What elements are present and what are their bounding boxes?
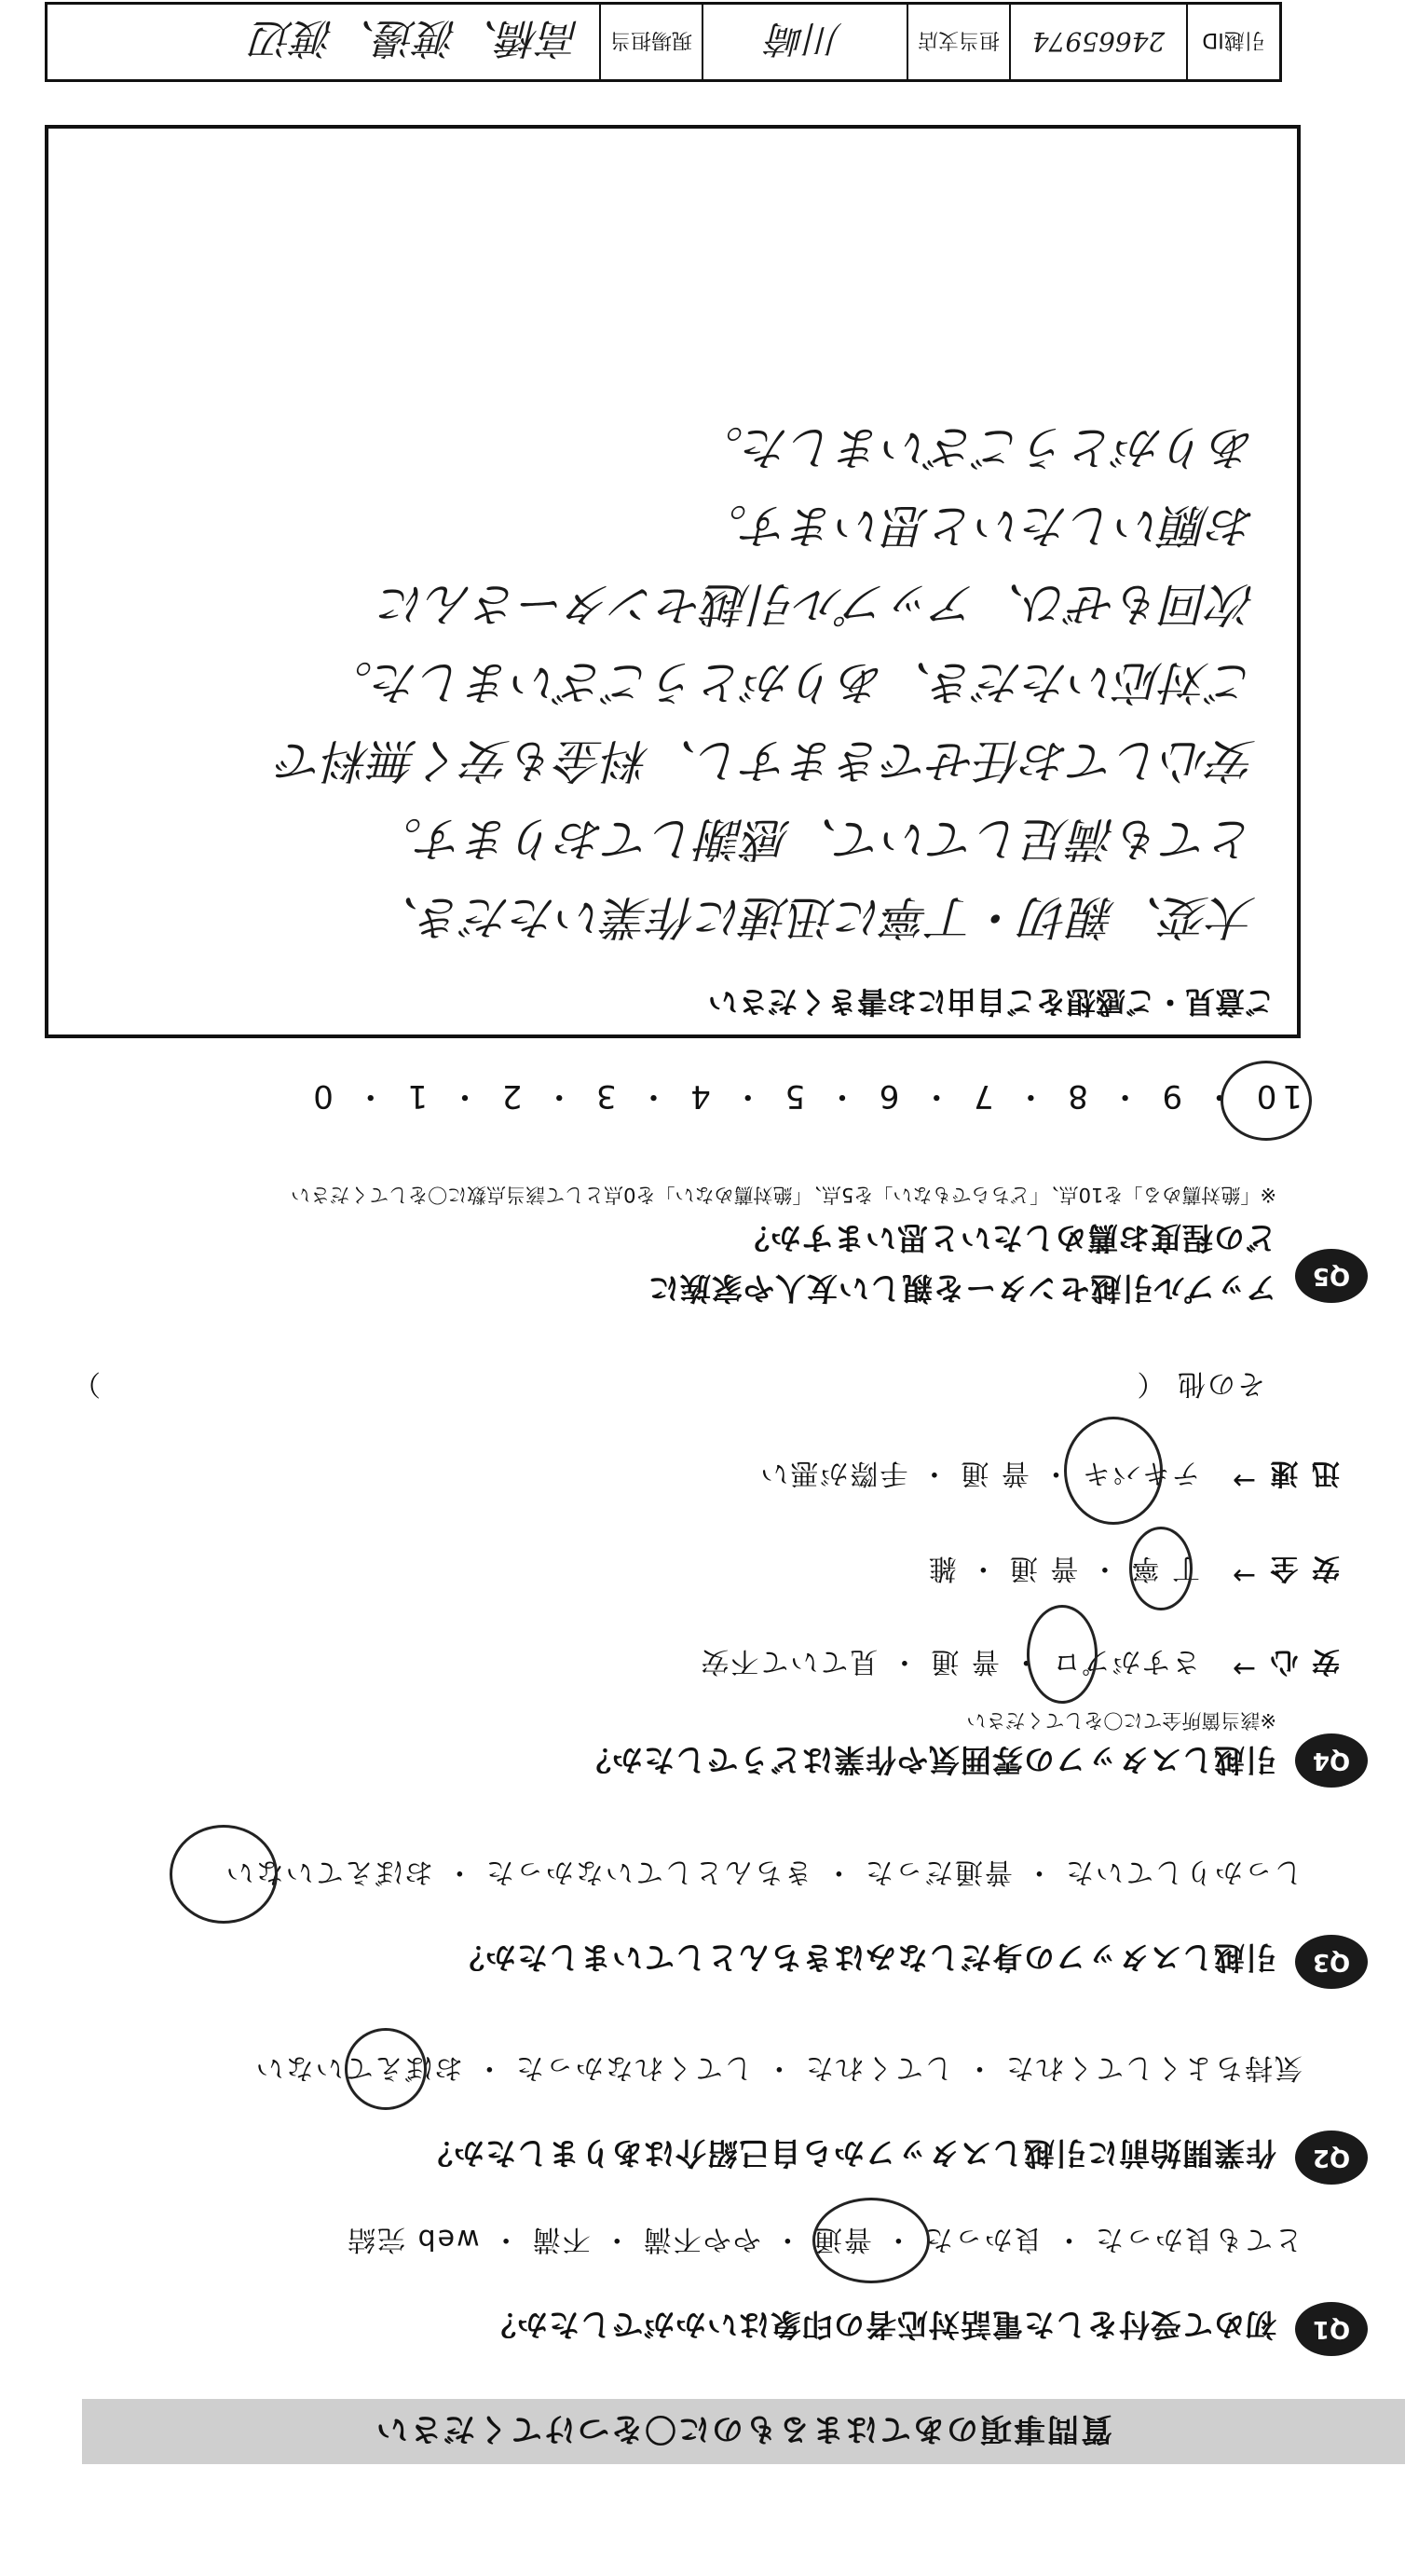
q5-badge: Q5: [1295, 1249, 1368, 1303]
comment-line-3: 安心してお任せできますし、料金も安く無料で: [278, 733, 1256, 788]
q2-question: 作業開始前に引越しスタッフから自己紹介はありましたか？: [421, 2135, 1276, 2172]
q1-question: 初めて受付をした電話対応者の印象はいかがでしたか？: [484, 2307, 1276, 2343]
comment-line-6: お願いしたいと思います。: [701, 499, 1256, 553]
comment-line-2: とても満足していて、感謝しております。: [375, 812, 1256, 866]
q4-row-jinsoku-arrow: →: [1230, 1464, 1256, 1497]
instruction-banner-text: 質問事項のあてはまるものに〇をつけてください: [375, 2410, 1112, 2447]
q4-anzen-answer-circle: [1129, 1527, 1193, 1610]
q4-row-jinsoku-label: 迅 速: [1268, 1457, 1340, 1489]
q4-anshin-answer-circle: [1027, 1605, 1098, 1704]
branch-label: 担当支店: [907, 5, 1009, 79]
staff-label: 現場担当: [599, 5, 702, 79]
branch-value: 川崎: [702, 5, 907, 79]
q4-row-anshin-label: 安 心: [1268, 1645, 1340, 1678]
q5-question-line2: どの程度お薦めしたいと思いますか？: [738, 1220, 1276, 1256]
footer-info-table: [45, 2, 1282, 82]
q3-answer-circle: [170, 1825, 278, 1924]
q1-answer-circle: [812, 2198, 930, 2283]
q4-note: ※該当箇所全てに〇をしてください: [966, 1709, 1276, 1732]
q5-question-line1: アップル引越センターを親しい友人や家族に: [647, 1270, 1276, 1307]
q4-jinsoku-answer-circle: [1064, 1417, 1163, 1525]
q4-row-jinsoku-options: テキパキ ・ 普 通 ・ 手際が悪い: [758, 1457, 1200, 1489]
comment-line-1: 大変、親切・丁寧に迅速に作業いただき、: [373, 890, 1256, 944]
q4-other-close: ）: [71, 1367, 101, 1400]
q4-row-anshin-arrow: →: [1230, 1652, 1256, 1685]
q5-answer-circle: [1221, 1061, 1312, 1141]
comment-line-4: ご対応いただき、ありがとうございました。: [326, 655, 1256, 709]
q2-options: 気持ちよくしてくれた ・ してくれた ・ してくれなかった ・ おぼえていない: [253, 2051, 1303, 2084]
q4-row-anzen-options: 丁 寧 ・ 普 通 ・ 雑: [926, 1552, 1200, 1584]
q4-other-label: その他 （: [1135, 1367, 1265, 1400]
q3-badge: Q3: [1295, 1935, 1368, 1989]
q4-row-anzen-label: 安 全: [1268, 1552, 1340, 1584]
id-value: 24665974: [1009, 5, 1186, 79]
q3-question: 引越しスタッフの身だしなみはきちんとしていましたか？: [453, 1939, 1276, 1976]
comment-line-7: ありがとうございました。: [697, 420, 1256, 474]
id-label: 引越ID: [1186, 5, 1279, 79]
q1-badge: Q1: [1295, 2302, 1368, 2356]
q5-note: ※「絶対薦める」を10点、「どちらでもない」を5点、「絶対薦めない」を0点として該当点数に〇をしてください: [291, 1184, 1276, 1206]
q1-options: とても良かった ・ 良かった ・ 普通 ・ やや不満 ・ 不満 ・ web 完結: [346, 2223, 1303, 2255]
q2-badge: Q2: [1295, 2131, 1368, 2185]
q5-rating-scale: 10 ・ 9 ・ 8 ・ 7 ・ 6 ・ 5 ・ 4 ・ 3 ・ 2 ・ 1 ・ 0: [307, 1077, 1303, 1115]
staff-value: 高橋、渡邊、渡辺: [252, 14, 580, 62]
q2-answer-circle: [345, 2028, 427, 2110]
q4-question: 引越しスタッフの雰囲気や作業はどうでしたか？: [580, 1742, 1276, 1778]
q4-row-anshin-options: さすがプロ ・ 普 通 ・ 見ていて不安: [699, 1645, 1200, 1678]
comment-line-5: 次回もぜひ、アップル引越センターさんに: [379, 577, 1256, 631]
q4-badge: Q4: [1295, 1733, 1368, 1788]
q4-row-anzen-arrow: →: [1230, 1559, 1256, 1592]
q3-options: しっかりしていた ・ 普通だった ・ きちんとしていなかった ・ おぼえていない: [224, 1856, 1303, 1888]
comments-heading: ご意見・ご感想をご自由にお書きください: [707, 984, 1275, 1020]
